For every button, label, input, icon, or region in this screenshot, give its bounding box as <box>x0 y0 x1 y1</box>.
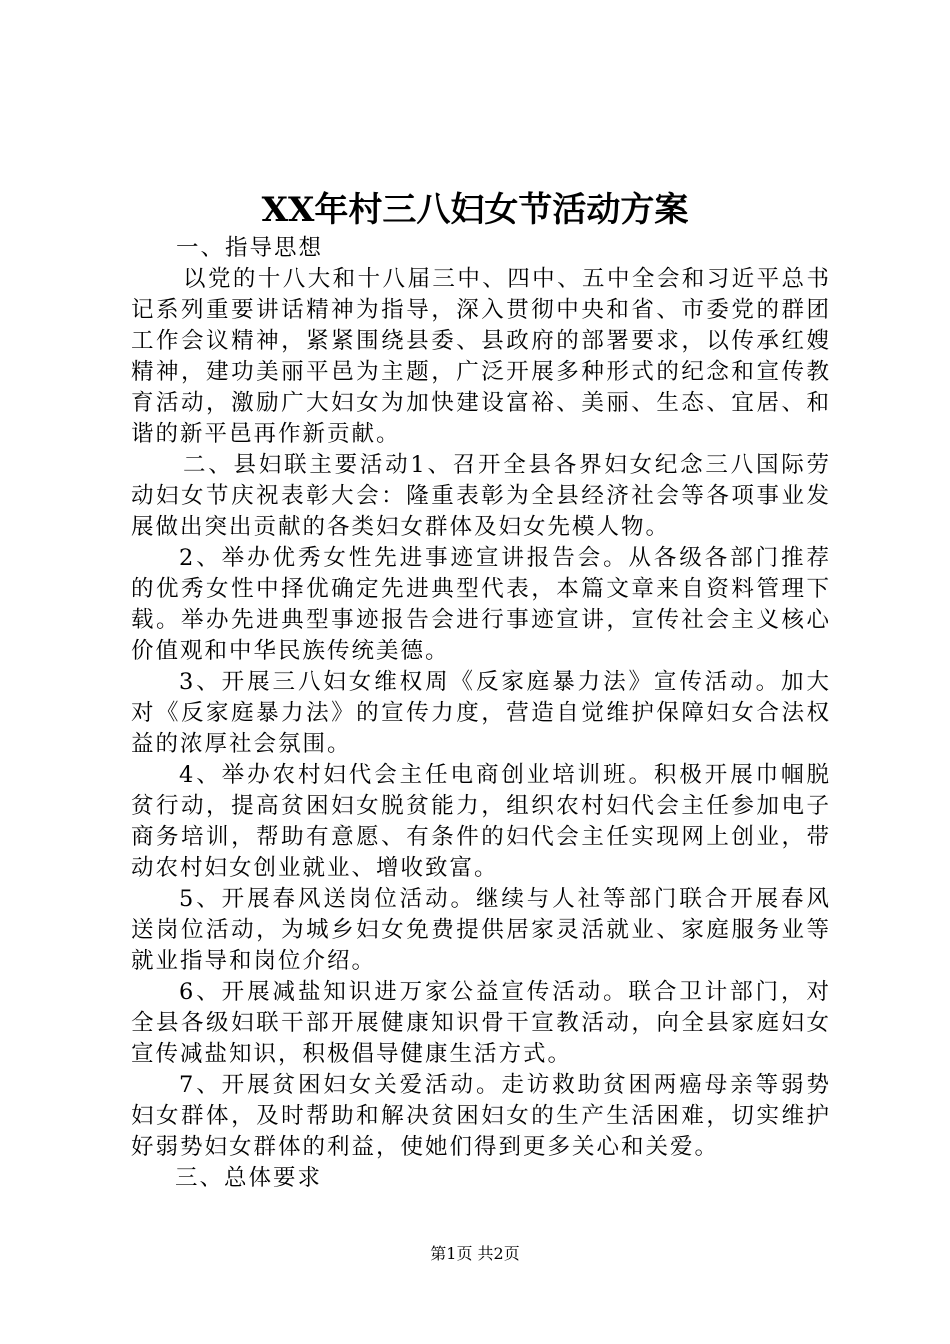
paragraph-activity-4: 4、举办农村妇代会主任电商创业培训班。积极开展巾帼脱贫行动，提高贫困妇女脱贫能力，组织农村妇代会主任参加电子商务培训，帮助有意愿、有条件的妇代会主任实现网上创业，带动农村妇女创业就业、增收致富。 <box>131 762 831 881</box>
section-heading-guiding-ideology: 一、指导思想 <box>176 235 324 261</box>
paragraph-activity-2: 2、举办优秀女性先进事迹宣讲报告会。从各级各部门推荐的优秀女性中择优确定先进典型代表，本篇文章来自资料管理下载。举办先进典型事迹报告会进行事迹宣讲，宣传社会主义核心价值观和中华民族传统美德。 <box>131 545 831 664</box>
section-heading-main-activities: 二、县妇联主要活动1、召开全县各界妇女纪念三八国际劳动妇女节庆祝表彰大会：隆重表彰为全县经济社会等各项事业发展做出突出贡献的各类妇女群体及妇女先模人物。 <box>131 452 831 540</box>
page-footer: 第1页 共2页 <box>430 1244 520 1263</box>
document-body <box>131 233 831 1194</box>
document-title: XX年村三八妇女节活动方案 <box>261 190 689 230</box>
paragraph-guiding-ideology: 以党的十八大和十八届三中、四中、五中全会和习近平总书记系列重要讲话精神为指导，深入贯彻中央和省、市委党的群团工作会议精神，紧紧围绕县委、县政府的部署要求，以传承红嫂精神，建功美丽平邑为主题，广泛开展多种形式的纪念和宣传教育活动，激励广大妇女为加快建设富裕、美丽、生态、宜居、和谐的新平邑再作新贡献。 <box>131 266 831 447</box>
paragraph-activity-5: 5、开展春风送岗位活动。继续与人社等部门联合开展春风送岗位活动，为城乡妇女免费提供居家灵活就业、家庭服务业等就业指导和岗位介绍。 <box>131 886 831 974</box>
section-heading-general-requirements: 三、总体要求 <box>175 1165 323 1191</box>
paragraph-activity-7: 7、开展贫困妇女关爱活动。走访救助贫困两癌母亲等弱势妇女群体，及时帮助和解决贫困妇女的生产生活困难，切实维护好弱势妇女群体的利益，使她们得到更多关心和关爱。 <box>131 1072 831 1160</box>
paragraph-activity-3: 3、开展三八妇女维权周《反家庭暴力法》宣传活动。加大对《反家庭暴力法》的宣传力度，营造自觉维护保障妇女合法权益的浓厚社会氛围。 <box>131 669 831 757</box>
paragraph-activity-6: 6、开展减盐知识进万家公益宣传活动。联合卫计部门，对全县各级妇联干部开展健康知识骨干宣教活动，向全县家庭妇女宣传减盐知识，积极倡导健康生活方式。 <box>131 979 831 1067</box>
